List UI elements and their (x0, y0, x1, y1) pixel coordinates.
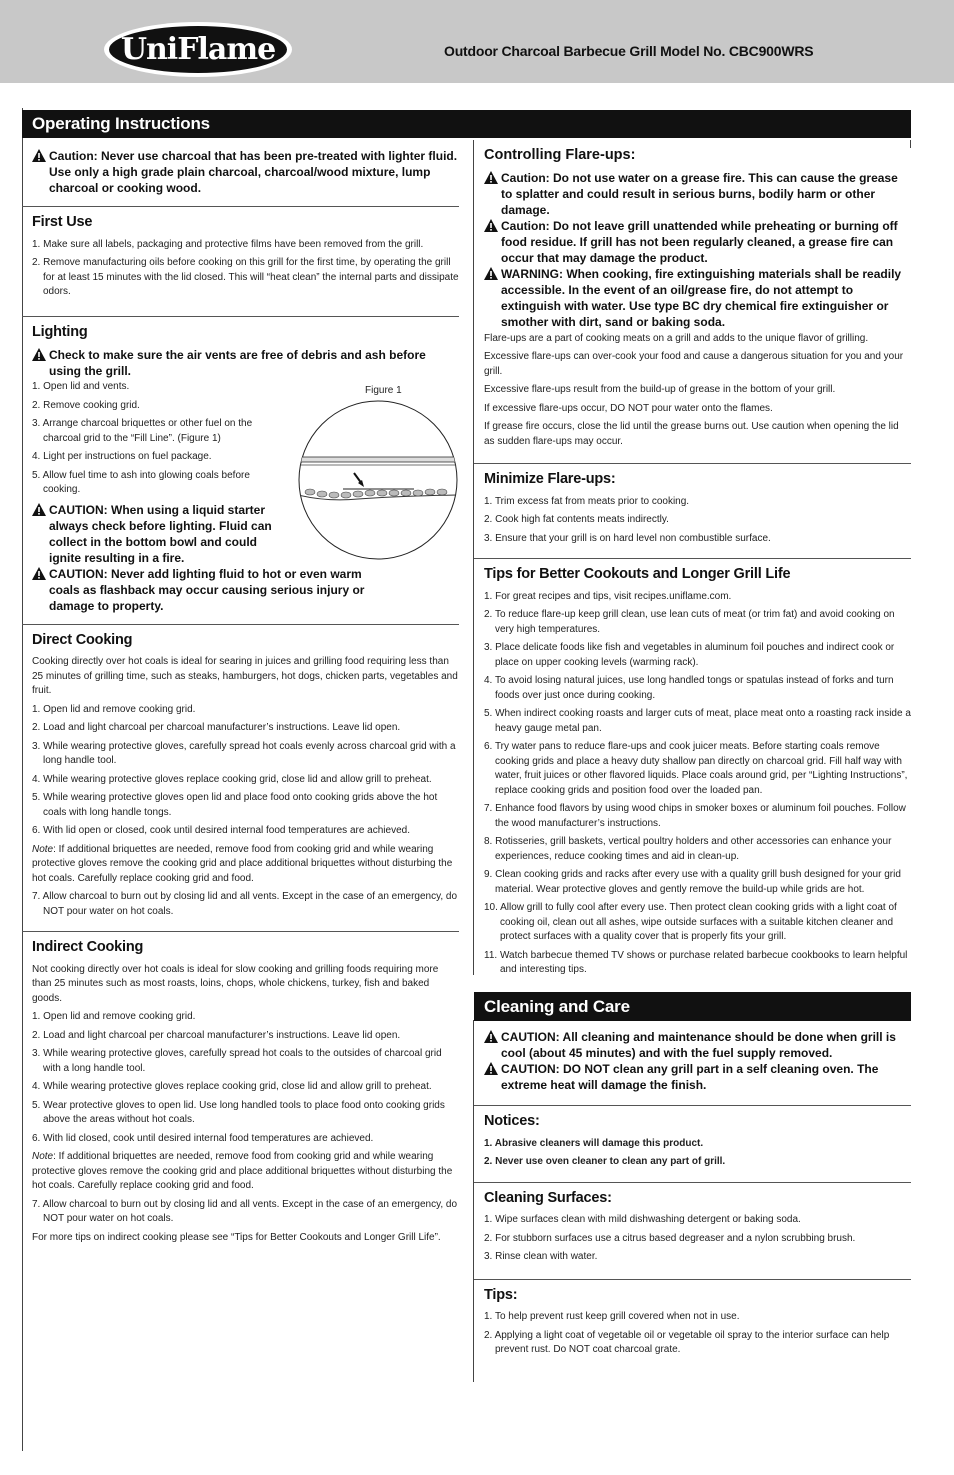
list-item: 3. Arrange charcoal briquettes or other fuel on the charcoal grid to the “Fill Line”. (Figure 1) (32, 418, 253, 444)
list-item: 2. To reduce flare-up keep grill clean, use lean cuts of meat (or trim fat) and avoid cooking on very high temperatures. (484, 609, 895, 635)
list-item: 1. Wipe surfaces clean with mild dishwashing detergent or baking soda. (484, 1214, 801, 1225)
list-item: 2. For stubborn surfaces use a citrus based degreaser and a nylon scrubbing brush. (484, 1232, 856, 1244)
list-item: 1. Make sure all labels, packaging and protective films have been removed from the grill. (32, 238, 424, 250)
list-item: 1. Open lid and remove cooking grid. (32, 1011, 196, 1022)
direct-intro: Cooking directly over hot coals is ideal for searing in juices and grilling food requiring less than 25 minutes of grilling time, such as steaks, hamburgers, hot dogs, chicken parts, vegetables and fruit. (32, 656, 458, 696)
list-item: 2. Remove manufacturing oils before cooking on this grill for the first time, by operating the grill for at least 15 minutes with the lid closed. This will “heat clean” the internal parts and dissipate odors. (32, 257, 459, 297)
charcoal-caution (32, 148, 459, 196)
first-use-section (22, 206, 459, 300)
figure-label: Figure 1 (365, 385, 402, 396)
caution-text: Caution: Do not leave grill unattended while preheating or burning off food residue. If grill has not been regularly cleaned, a grease fire can occur that may damage the product. (501, 218, 898, 265)
lighting-heading: Lighting (32, 323, 88, 340)
list-item: 6. With lid closed, cook until desired internal food temperatures are achieved. (32, 1132, 374, 1144)
list-item: 1. Open lid and vents. (32, 381, 130, 392)
list-item: 4. Light per instructions on fuel package. (32, 451, 212, 462)
warning-icon (484, 1030, 498, 1043)
note-text: : If additional briquettes are needed, remove food from cooking grid and while wearing protective gloves remove the cooking grid and place additional briquettes without disturbing the hot coals. Carefully replace cooking grid and food. (32, 1151, 453, 1191)
surfaces-heading: Cleaning Surfaces: (484, 1189, 612, 1206)
uniflame-logo (104, 22, 292, 77)
flare-para: Flare-ups are a part of cooking meats on a grill and adds to the unique flavor of grilling. (484, 332, 869, 344)
flare-caution-2 (484, 218, 906, 266)
list-item: 2. Cook high fat contents meats indirectly. (484, 514, 669, 525)
cleaning-column (484, 1029, 906, 1362)
lighting-list (32, 380, 272, 498)
warning-icon (32, 567, 46, 580)
warning-icon (32, 503, 46, 516)
indirect-list-end (32, 1198, 459, 1227)
surfaces-section (474, 1182, 911, 1265)
note-label: Note (32, 843, 54, 855)
warning-icon (484, 171, 498, 184)
flare-section (484, 148, 906, 449)
notices-section (474, 1105, 911, 1170)
list-item: 7. Allow charcoal to burn out by closing lid and all vents. Except in the case of an emergency, do NOT pour water on hot coals. (32, 891, 458, 917)
list-item: 8. Rotisseries, grill baskets, vertical poultry holders and other accessories can enhance your experiences, reduce cooking times and aid in clean-up. (484, 836, 892, 862)
list-item: 2. Remove cooking grid. (32, 399, 140, 411)
list-item: 5. Wear protective gloves to open lid. Use long handled tools to place food onto cooking grids above the areas without hot coals. (32, 1099, 445, 1125)
minimize-heading: Minimize Flare-ups: (484, 471, 616, 487)
liquid-starter-caution (32, 502, 281, 566)
indirect-intro: Not cooking directly over hot coals is ideal for slow cooking and grilling foods requiring more than 25 minutes such as most roasts, loins, chops, whole chickens, turkey, fish and baked goods. (32, 963, 439, 1004)
list-item: 1. For great recipes and tips, visit recipes.uniflame.com. (484, 590, 732, 602)
notices-list (484, 1137, 911, 1170)
flare-para: Excessive flare-ups result from the build-up of grease in the bottom of your grill. (484, 384, 836, 395)
flare-para: Excessive flare-ups can over-cook your food and cause a dangerous situation for you and your grill. (484, 351, 904, 377)
warning-icon (484, 267, 498, 280)
notices-heading: Notices: (484, 1113, 540, 1129)
indirect-list (32, 1010, 459, 1146)
list-item: 5. Allow fuel time to ash into glowing coals before cooking. (32, 469, 250, 495)
air-vents-caution (32, 347, 459, 379)
direct-cooking-section (22, 624, 459, 920)
lighting-fluid-caution (32, 566, 369, 614)
tips-section (474, 558, 911, 978)
logo-text: UniFlame (109, 26, 287, 73)
tips2-section (474, 1279, 911, 1358)
caution-text: CAUTION: DO NOT clean any grill part in a self cleaning oven. The extreme heat will damage the finish. (501, 1062, 879, 1092)
list-item: 2. Applying a light coat of vegetable oil or vegetable oil spray to the interior surface can help prevent rust. Do NOT coat charcoal grate. (484, 1329, 890, 1355)
list-item: 7. Enhance food flavors by using wood chips in smoker boxes or aluminum foil pouches. Follow the wood manufacturer’s instructions. (484, 803, 906, 829)
list-item: 9. Clean cooking grids and racks after every use with a quality grill bush designed for your grid material. Wear protective gloves and gently remove the build-up while grids are hot. (484, 869, 901, 895)
caution-text: CAUTION: Never add lighting fluid to hot or even warm coals as flashback may occur causing serious injury or damage to property. (49, 566, 365, 613)
flare-warning (484, 266, 906, 330)
warning-icon (484, 1062, 498, 1075)
surfaces-list (484, 1213, 911, 1265)
left-column (32, 148, 459, 1249)
list-item: 1. To help prevent rust keep grill covered when not in use. (484, 1311, 740, 1322)
list-item: 2. Load and light charcoal per charcoal manufacturer’s instructions. Leave lid open. (32, 1029, 401, 1041)
direct-list (32, 703, 459, 839)
list-item: 3. While wearing protective gloves, carefully spread hot coals to the outsides of charcoal grid with a long handle tool. (32, 1048, 442, 1074)
cleaning-caution-1 (484, 1029, 906, 1061)
caution-text: Caution: Do not use water on a grease fire. This can cause the grease to splatter and could result in serious burns, bodily harm or other damage. (501, 170, 898, 217)
caution-text: CAUTION: When using a liquid starter always check before lighting. Fluid can collect in the bottom bowl and could ignite resulting in a fire. (49, 502, 272, 565)
list-item: 2. Load and light charcoal per charcoal manufacturer’s instructions. Leave lid open. (32, 722, 401, 733)
note-text: : If additional briquettes are needed, remove food from cooking grid and while wearing protective gloves remove the cooking grid and place additional briquettes without disturbing the hot coals. Carefully replace cooking grid and food. (32, 843, 453, 884)
list-item: 1. Trim excess fat from meats prior to cooking. (484, 495, 690, 507)
note-label: Note (32, 1151, 54, 1162)
indirect-note (32, 1150, 459, 1194)
flare-para: If excessive flare-ups occur, DO NOT pour water onto the flames. (484, 402, 773, 414)
list-item: 3. Rinse clean with water. (484, 1251, 598, 1262)
operating-instructions-banner: Operating Instructions (22, 110, 911, 138)
minimize-list (484, 495, 911, 547)
tips2-heading: Tips: (484, 1286, 518, 1303)
direct-cooking-heading: Direct Cooking (32, 631, 133, 648)
flare-caution-1 (484, 170, 906, 218)
warning-icon (32, 348, 46, 361)
cleaning-care-banner: Cleaning and Care (474, 992, 911, 1021)
list-item: 4. To avoid losing natural juices, use long handled tongs or spatulas instead of forks and turn foods over just once during cooking. (484, 675, 894, 701)
caution-text: Check to make sure the air vents are free of debris and ash before using the grill. (49, 348, 426, 378)
direct-list-end (32, 890, 459, 919)
flare-heading: Controlling Flare-ups: (484, 147, 636, 163)
indirect-cooking-heading: Indirect Cooking (32, 939, 144, 955)
list-item: 4. While wearing protective gloves replace cooking grid, close lid and allow grill to preheat. (32, 773, 432, 785)
list-item: 6. With lid open or closed, cook until desired internal food temperatures are achieved. (32, 825, 410, 836)
caution-text: Caution: Never use charcoal that has been pre-treated with lighter fluid. Use only a high grade plain charcoal, charcoal/wood mixture, lump charcoal or cooking wood. (49, 149, 458, 195)
caution-text: CAUTION: All cleaning and maintenance should be done when grill is cool (about 45 minutes) and with the fuel supply removed. (501, 1030, 896, 1060)
list-item: 3. Ensure that your grill is on hard level non combustible surface. (484, 532, 771, 544)
list-item: 3. Place delicate foods like fish and vegetables in aluminum foil pouches and indirect cook or place on upper cooking levels (warming rack). (484, 642, 895, 668)
tips2-list (484, 1310, 911, 1358)
list-item: 5. When indirect cooking roasts and larger cuts of meat, place meat onto a roasting rack inside a heavy gauge metal pan. (484, 708, 911, 734)
indirect-footer: For more tips on indirect cooking please see “Tips for Better Cookouts and Longer Grill Life”. (32, 1231, 441, 1243)
list-item: 1. Open lid and remove cooking grid. (32, 703, 196, 715)
lighting-section (22, 316, 459, 614)
list-item: 1. Abrasive cleaners will damage this product. (484, 1137, 704, 1149)
list-item: 5. While wearing protective gloves open lid and place food onto cooking grids above the hot coals with long handle tongs. (32, 792, 438, 818)
minimize-section (474, 463, 911, 546)
cleaning-caution-2 (484, 1061, 906, 1093)
right-edge-line (910, 140, 911, 148)
tips-list (484, 590, 911, 978)
warning-icon (484, 219, 498, 232)
list-item: 11. Watch barbecue themed TV shows or purchase related barbecue cookbooks to learn helpful and interesting tips. (484, 949, 908, 975)
list-item: 7. Allow charcoal to burn out by closing lid and all vents. Except in the case of an emergency, do NOT pour water on hot coals. (32, 1198, 458, 1224)
list-item: 6. Try water pans to reduce flare-ups and cook juicer meats. Before starting coals remove cooking grids and place a heavy duty shallow pan directly on charcoal grid. Fill half way with water, fruit juices or other flavored liquids. Place coals around grid, per “Lighting Instructions”, replace cooking grids and position food over the loaded pan. (484, 741, 908, 796)
first-use-heading: First Use (32, 214, 93, 230)
warning-icon (32, 149, 46, 162)
flare-para: If grease fire occurs, close the lid until the grease burns out. Use caution when opening the lid as sudden flare-ups may occur. (484, 421, 899, 447)
list-item: 3. While wearing protective gloves, carefully spread hot coals evenly across charcoal grid with a long handle tool. (32, 740, 456, 766)
document-title: Outdoor Charcoal Barbecue Grill Model No. CBC900WRS (444, 43, 814, 59)
direct-note (32, 843, 459, 887)
list-item: 4. While wearing protective gloves replace cooking grid, close lid and allow grill to preheat. (32, 1081, 432, 1092)
first-use-list (32, 238, 459, 300)
indirect-cooking-section (22, 931, 459, 1245)
tips-heading: Tips for Better Cookouts and Longer Grill Life (484, 566, 791, 582)
list-item: 10. Allow grill to fully cool after every use. Then protect clean cooking grids with a light coat of cooking oil, clean out all ashes, wipe outside surfaces with a suitable kitchen cleaner and protect surfaces with a quality cover that is properly fits your grill. (484, 902, 897, 942)
caution-text: WARNING: When cooking, fire extinguishing materials shall be readily accessible. In the event of an oil/grease fire, do not attempt to extinguish with water. Use type BC dry chemical fire extinguisher or smother with dirt, sand or baking soda. (501, 266, 902, 329)
right-column (484, 147, 911, 982)
list-item: 2. Never use oven cleaner to clean any part of grill. (484, 1156, 726, 1167)
